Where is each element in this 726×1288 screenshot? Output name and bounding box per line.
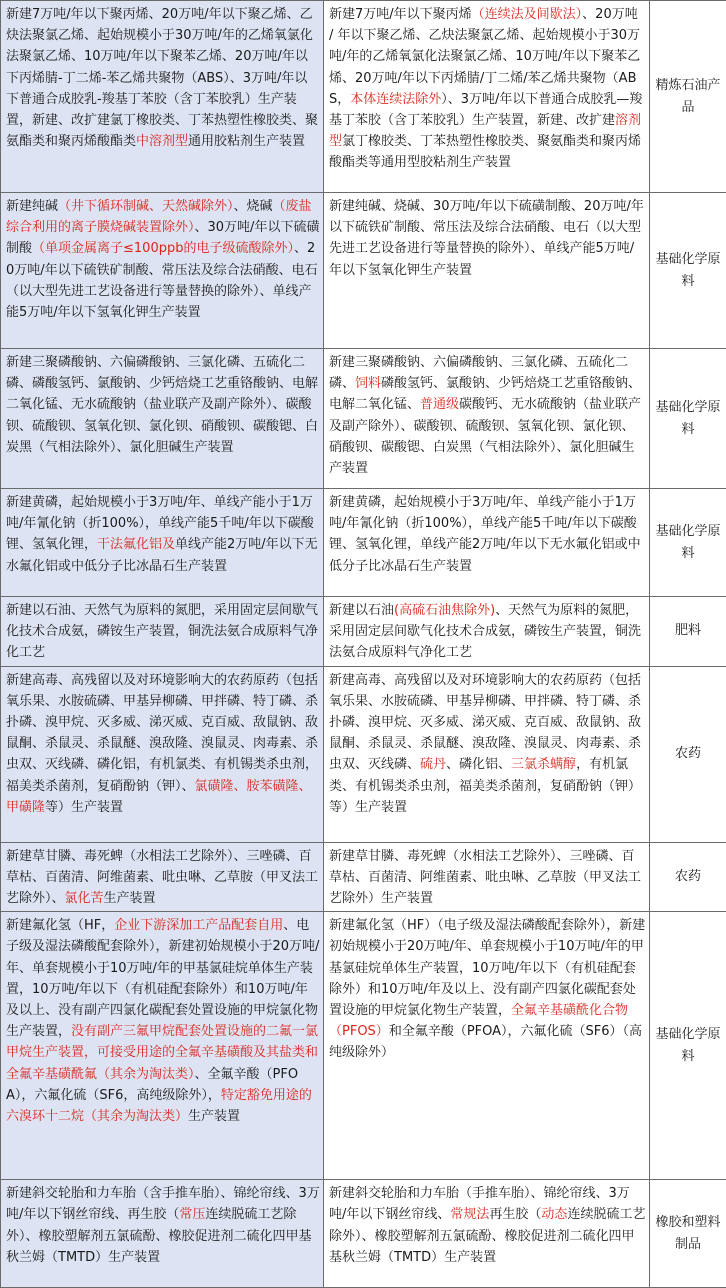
- clause-text: 单线产能2万吨/年以下无水氟化铝或中低分子比冰晶石生产装置: [6, 537, 318, 573]
- highlighted-change-text: 企业下游深加工产品配套自用: [114, 918, 283, 933]
- clause-text: 新建7万吨/年以下聚丙烯、20万吨/年以下聚乙烯、乙炔法聚氯乙烯、起始规模小于30万吨/年的乙烯氧氯化法聚氯乙烯、10万吨/年以下聚苯乙烯、20万吨/年以下丙烯腈-丁二烯-苯乙烯共聚物（ABS）、3万吨/年以下普通合成胶乳-羧基丁苯胶（含丁苯胶乳）生产装置，新建、改扩建氯丁橡胶类、丁苯热塑性橡胶类、聚氨酯类和聚丙烯酸酯类: [6, 7, 318, 149]
- highlighted-change-text: （井下循环制碱、天然碱除外）: [58, 199, 234, 214]
- clause-text: 连续脱硫工艺除外）、橡胶塑解剂五氯硫酚、橡胶促进剂二硫化四甲基秋兰姆（TMTD）生产装置: [329, 1207, 645, 1264]
- clause-text: 新建高毒、高残留以及对环境影响大的农药原药（包括氧乐果、水胺硫磷、甲基异柳磷、甲拌磷、特丁磷、杀扑磷、溴甲烷、灭多威、涕灭威、克百威、敌鼠钠、敌鼠酮、杀鼠灵、杀鼠醚、溴敌隆、溴鼠灵、肉毒素、杀虫双、灭线磷、: [329, 673, 641, 773]
- new-clause-cell: [324, 666, 650, 842]
- category-cell: 基础化学原料: [650, 349, 726, 489]
- highlighted-change-text: 常规法: [450, 1207, 489, 1222]
- highlighted-change-text: 常压: [179, 1207, 205, 1222]
- clause-text: 新建以石油、天然气为原料的氮肥，采用固定层间歇气化技术合成氨，磷铵生产装置，铜洗法氨合成原料气净化工艺: [6, 603, 318, 660]
- clause-text: 新建三聚磷酸钠、六偏磷酸钠、三氯化磷、五硫化二磷、: [329, 355, 628, 391]
- highlighted-change-text: 中溶剂型: [136, 134, 188, 149]
- old-clause-cell: [1, 666, 324, 842]
- clause-text: 新建纯碱: [6, 199, 58, 214]
- table-row: [1, 349, 726, 489]
- clause-text: 新建氟化氢（HF，: [6, 918, 114, 933]
- clause-text: 通用胶粘剂生产装置: [188, 134, 305, 149]
- new-clause-cell: [324, 489, 650, 597]
- table-row: [1, 912, 726, 1180]
- clause-text: 碳酸钙、无水硫酸钠（盐业联产及副产除外）、碳酸钡、硫酸钡、氢氧化钡、氯化钡、硝酸钡、碳酸锶、白炭黑（气相法除外）、氯化胆碱生产装置: [329, 397, 641, 476]
- clause-text: 新建斜交轮胎和力车胎（手推车胎）、锦纶帘线、3万吨/年以下钢丝帘线、: [329, 1186, 630, 1222]
- highlighted-change-text: 氯化苦: [65, 891, 104, 906]
- clause-text: 、烧碱: [234, 199, 273, 214]
- old-clause-cell: [1, 1, 324, 193]
- new-clause-cell: [324, 842, 650, 912]
- clause-text: 新建7万吨/年以下聚丙烯: [329, 7, 472, 22]
- highlighted-change-text: 特定豁免用途的六溴环十二烷（其余为淘汰类）: [6, 1088, 312, 1124]
- clause-text: 再生胶（: [489, 1207, 541, 1222]
- clause-text: ）、3万吨/年以下普通合成胶乳—羧基丁苯胶（含丁苯胶乳）生产装置，新建、改扩建: [329, 92, 642, 128]
- clause-text: 新建高毒、高残留以及对环境影响大的农药原药（包括氧乐果、水胺硫磷、甲基异柳磷、甲拌磷、特丁磷、杀扑磷、溴甲烷、灭多威、涕灭威、克百威、敌鼠钠、敌鼠酮、杀鼠灵、杀鼠醚、溴敌隆、溴鼠灵、肉毒素、杀虫双、灭线磷、磷化铝，有机氯类、有机锡类杀虫剂，福美类杀菌剂，复硝酚钠（钾）、: [6, 673, 318, 794]
- clause-text: 新建黄磷，起始规模小于3万吨/年、单线产能小于1万吨/年氰化钠（折100%），单线产能5千吨/年以下碳酸锂、氢氧化锂，单线产能2万吨/年以下无水氟化铝或中低分子比冰晶石生产装置: [329, 495, 641, 574]
- category-cell: 基础化学原料: [650, 489, 726, 597]
- new-clause-cell: [324, 193, 650, 349]
- clause-text: 新建三聚磷酸钠、六偏磷酸钠、三氯化磷、五硫化二磷、磷酸氢钙、氯酸钠、少钙焙烧工艺重铬酸钠、电解二氧化锰、无水硫酸钠（盐业联产及副产除外）、碳酸钡、硫酸钡、氢氧化钡、氯化钡、硝酸钡、碳酸锶、白炭黑（气相法除外）、氯化胆碱生产装置: [6, 355, 318, 455]
- clause-text: ，有机氯类、有机锡类杀虫剂，福美类杀菌剂，复硝酚钠（钾）等）生产装置: [329, 757, 641, 814]
- highlighted-change-text: 全氟辛基磺酰化合物（PFOS）: [329, 1003, 628, 1039]
- clause-text: 、电子级及湿法磷酸配套除外），新建初始规模小于20万吨/年、单套规模小于10万吨/年的甲基氯硅烷单体生产装置，10万吨/年以下（有机硅配套除外）和10万吨/年及以上、没有副产四氯化碳配套处置设施的甲烷氯化物生产装置，: [6, 918, 319, 1039]
- highlighted-change-text: 溶剂型: [329, 113, 641, 149]
- category-cell: 基础化学原料: [650, 912, 726, 1180]
- clause-text: 、30万吨/年以下硫磺制酸: [6, 220, 319, 256]
- highlighted-change-text: 本体连续法除外: [350, 92, 441, 107]
- highlighted-change-text: 氯磺隆、胺苯磺隆、甲磺隆: [6, 779, 312, 815]
- category-cell: 农药: [650, 666, 726, 842]
- table-row: [1, 666, 726, 842]
- clause-text: 和全氟辛酸（PFOA），六氟化硫（SF6）（高纯级除外）: [329, 1024, 642, 1060]
- old-clause-cell: [1, 597, 324, 667]
- clause-text: 等）生产装置: [45, 800, 123, 815]
- category-cell: 橡胶和塑料制品: [650, 1180, 726, 1288]
- clause-text: 磷酸氢钙、氯酸钠、少钙焙烧工艺重铬酸钠、电解二氧化锰、: [329, 376, 641, 412]
- clause-text: 、天然气为原料的氮肥，采用固定层间歇气化技术合成氨，磷铵生产装置，铜洗法氨合成原料气净化工艺: [329, 603, 641, 660]
- highlighted-change-text: （废盐综合利用的离子膜烧碱装置除外）: [6, 199, 312, 235]
- clause-text: 生产装置: [104, 891, 156, 906]
- highlighted-change-text: （单项金属离子≤100ppb的电子级硫酸除外）: [32, 241, 294, 256]
- new-clause-cell: [324, 1, 650, 193]
- new-clause-cell: [324, 597, 650, 667]
- new-clause-cell: [324, 1180, 650, 1288]
- table-row: [1, 1180, 726, 1288]
- table-row: [1, 489, 726, 597]
- old-clause-cell: [1, 193, 324, 349]
- highlighted-change-text: 饲料: [355, 376, 381, 391]
- new-clause-cell: [324, 349, 650, 489]
- clause-text: 新建黄磷，起始规模小于3万吨/年、单线产能小于1万吨/年氰化钠（折100%），单线产能5千吨/年以下碳酸锂、氢氧化锂，: [6, 495, 314, 552]
- highlighted-change-text: 三氯杀螨醇: [511, 757, 576, 772]
- category-cell: 基础化学原料: [650, 193, 726, 349]
- table-row: [1, 597, 726, 667]
- highlighted-change-text: （连续法及间歇法）: [472, 7, 583, 22]
- table-row: [1, 193, 726, 349]
- category-cell: 肥料: [650, 597, 726, 667]
- old-clause-cell: [1, 349, 324, 489]
- clause-text: 、20万吨/年以下硫铁矿制酸、常压法及综合法硝酸、电石（以大型先进工艺设备进行等量替换的除外）、单线产能5万吨/年以下氢氧化钾生产装置: [6, 241, 318, 320]
- highlighted-change-text: 普通级: [420, 397, 459, 412]
- clause-text: 新建以石油: [329, 603, 394, 618]
- clause-text: 新建氟化氢（HF）（电子级及湿法磷酸配套除外），新建初始规模小于20万吨/年、单套规模小于10万吨/年的甲基氯硅烷单体生产装置，10万吨/年以下（有机硅配套除外）和10万吨/年及以上、没有副产四氯化碳配套处置设施的甲烷氯化物生产装置，: [329, 918, 645, 1018]
- table-row: [1, 1, 726, 193]
- new-clause-cell: [324, 912, 650, 1180]
- old-clause-cell: [1, 1180, 324, 1288]
- clause-text: 新建草甘膦、毒死蜱（水相法工艺除外）、三唑磷、百草枯、百菌清、阿维菌素、吡虫啉、乙草胺（甲叉法工艺除外）、: [6, 849, 318, 906]
- old-clause-cell: [1, 842, 324, 912]
- highlighted-change-text: 硫丹: [420, 757, 446, 772]
- highlighted-change-text: (高硫石油焦除外): [394, 603, 495, 618]
- old-clause-cell: [1, 912, 324, 1180]
- clause-text: 生产装置: [188, 1109, 240, 1124]
- category-cell: 农药: [650, 842, 726, 912]
- clause-text: 、磷化铝、: [446, 757, 511, 772]
- highlighted-change-text: 干法氟化铝及: [97, 537, 175, 552]
- highlighted-change-text: 没有副产三氟甲烷配套处置设施的二氟一氯甲烷生产装置，可接受用途的全氟辛基磺酸及其盐类和全氟辛基磺酰氟（其余为淘汰类）: [6, 1024, 318, 1081]
- clause-text: 、全氟辛酸（PFOA），六氟化硫（SF6，高纯级除外），: [6, 1067, 298, 1103]
- clause-text: 氯丁橡胶类、丁苯热塑性橡胶类、聚氨酯类和聚丙烯酸酯类等通用型胶粘剂生产装置: [329, 134, 641, 170]
- table-body: [1, 1, 726, 1288]
- clause-text: 连续脱硫工艺除外）、橡胶塑解剂五氯硫酚、橡胶促进剂二硫化四甲基秋兰姆（TMTD）生产装置: [6, 1207, 312, 1264]
- table-row: [1, 842, 726, 912]
- old-clause-cell: [1, 489, 324, 597]
- clause-text: 新建草甘膦、毒死蜱（水相法工艺除外）、三唑磷、百草枯、百菌清、阿维菌素、吡虫啉、乙草胺（甲叉法工艺除外）生产装置: [329, 849, 641, 906]
- clause-text: 、20万吨 / 年以下聚乙烯、乙炔法聚氯乙烯、起始规模小于30万吨/年的乙烯氧氯化法聚氯乙烯、10万吨/年以下聚苯乙烯、20万吨/年以下丙烯腈/丁二烯/苯乙烯共聚物（ABS，: [329, 7, 640, 107]
- clause-text: 新建斜交轮胎和力车胎（含手推车胎）、锦纶帘线、3万吨/年以下钢丝帘线、再生胶（: [6, 1186, 320, 1222]
- highlighted-change-text: 动态: [541, 1207, 567, 1222]
- clause-text: 新建纯碱、烧碱、30万吨/年以下硫磺制酸、20万吨/年以下硫铁矿制酸、常压法及综合法硝酸、电石（以大型先进工艺设备进行等量替换的除外）、单线产能5万吨/年以下氢氧化钾生产装置: [329, 199, 644, 278]
- category-cell: 精炼石油产品: [650, 1, 726, 193]
